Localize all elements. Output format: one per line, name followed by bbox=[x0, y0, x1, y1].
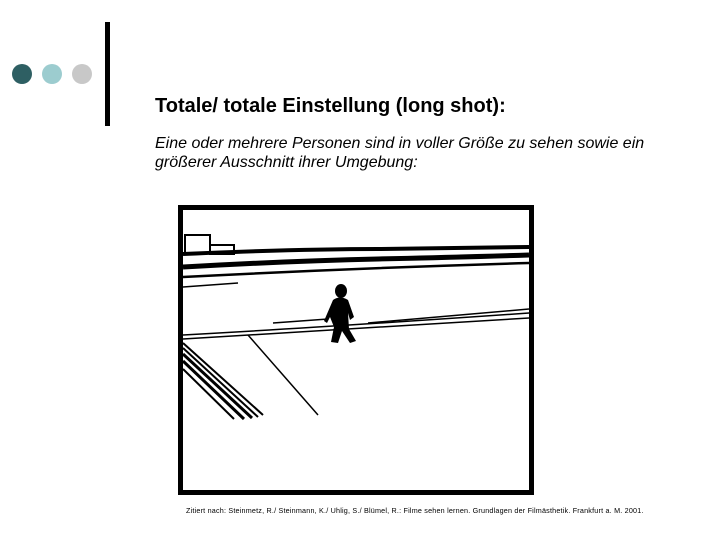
decoration-dot-light bbox=[42, 64, 62, 84]
slide-title: Totale/ totale Einstellung (long shot): bbox=[155, 95, 506, 117]
source-citation: Zitiert nach: Steinmetz, R./ Steinmann, K./ Uhlig, S./ Blümel, R.: Filme sehen lernen. Grundlagen der Filmästhetik. Frankfurt a. M. 2001. bbox=[186, 506, 644, 515]
slide-description: Eine oder mehrere Personen sind in voller Größe zu sehen sowie ein größerer Ausschnitt ihrer Umgebung: bbox=[155, 135, 645, 171]
long-shot-illustration bbox=[178, 205, 534, 495]
decoration-dot-grey bbox=[72, 64, 92, 84]
decoration-dot-dark bbox=[12, 64, 32, 84]
decoration-vertical-bar bbox=[105, 22, 110, 126]
